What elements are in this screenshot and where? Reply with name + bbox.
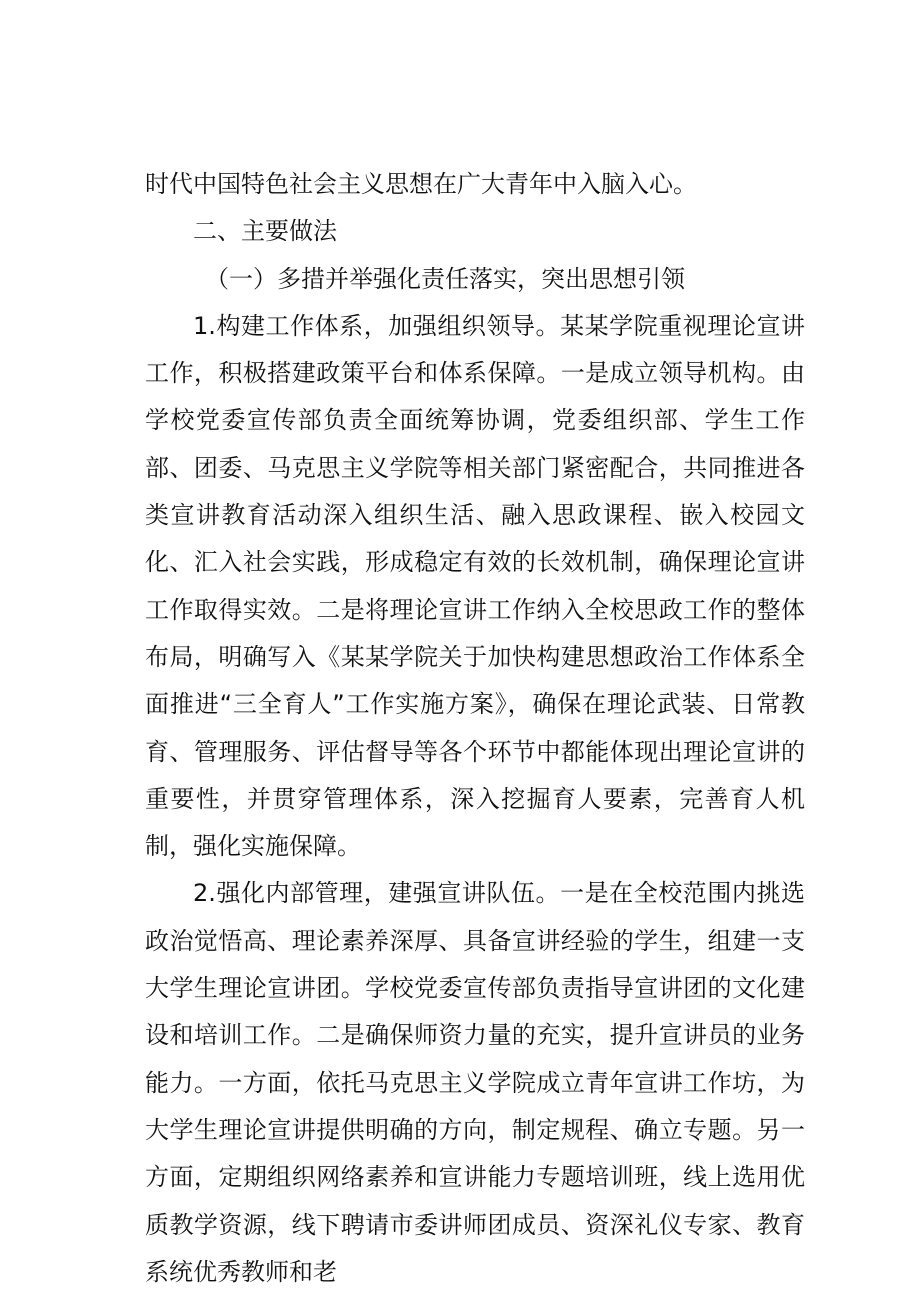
paragraph-organizational-system: 1.构建工作体系，加强组织领导。某某学院重视理论宣讲工作，积极搭建政策平台和体系保障。一是成立领导机构。由学校党委宣传部负责全面统筹协调，党委组织部、学生工作部、团委、马克思主义学院等相关部门紧密配合，共同推进各类宣讲教育活动深入组织生活、融入思政课程、嵌入校园文化、汇入社会实践，形成稳定有效的长效机制，确保理论宣讲工作取得实效。二是将理论宣讲工作纳入全校思政工作的整体布局，明确写入《某某学院关于加快构建思想政治工作体系全面推进“三全育人”工作实施方案》，确保在理论武装、日常教育、管理服务、评估督导等各个环节中都能体现出理论宣讲的重要性，并贯穿管理体系，深入挖掘育人要素，完善育人机制，强化实施保障。 <box>145 311 805 861</box>
paragraph-internal-management: 2.强化内部管理，建强宣讲队伍。一是在全校范围内挑选政治觉悟高、理论素养深厚、具备宣讲经验的学生，组建一支大学生理论宣讲团。学校党委宣传部负责指导宣讲团的文化建设和培训工作。二是确保师资力量的充实，提升宣讲员的业务能力。一方面，依托马克思主义学院成立青年宣讲工作坊，为大学生理论宣讲提供明确的方向，制定规程、确立专题。另一方面，定期组织网络素养和宣讲能力专题培训班，线上选用优质教学资源，线下聘请市委讲师团成员、资深礼仪专家、教育系统优秀教师和老 <box>145 879 805 1286</box>
continuation-paragraph: 时代中国特色社会主义思想在广大青年中入脑入心。 <box>145 170 697 198</box>
document-body <box>145 161 805 1296</box>
subsection-heading: （一）多措并举强化责任落实，突出思想引领 <box>205 264 685 293</box>
section-heading: 二、主要做法 <box>193 217 337 246</box>
